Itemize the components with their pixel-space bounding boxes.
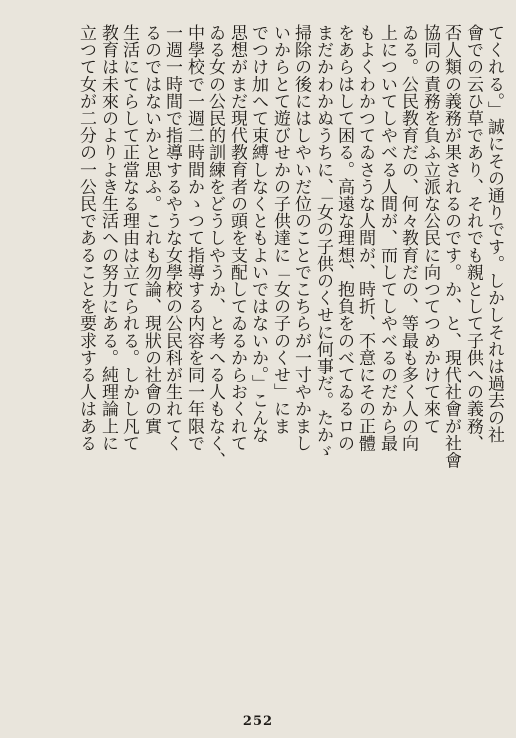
text-column: るのではないかと思ふ。これも勿論、現狀の社會の實 (141, 24, 161, 435)
text-column: 中學校で一週二時間かゝつて指導する内容を同一年限で (184, 24, 204, 452)
text-column: 上についてしやべる人間が、而してしやべるのだから最 (377, 24, 397, 452)
text-column: ゐる。公民教育だの、何々教育だの、等最も多く人の向 (398, 24, 418, 452)
text-column: 掃除の後にはしやいだ位のことでこちらが一寸やかまし (291, 24, 311, 452)
text-column: でつけ加へて束縛しなくともよいではないか。」こんな (248, 24, 268, 443)
text-column: てくれる。」誠にその通りです。しかしそれは過去の社 (484, 24, 504, 443)
text-column: ゐる女の公民的訓練をどうしやうか、と考へる人もなく、 (205, 24, 225, 469)
text-column: 會での云ひ草であり、それでも親として子供への義務、 (463, 24, 483, 452)
text-column: をあらはして困る。高遠な理想、抱負をのべてゐるロの (334, 24, 354, 452)
text-column: いからとて遊びせかの子供達に「女の子のくせ」にま (270, 24, 290, 435)
text-column: もよくわかつてゐさうな人間が、時折、不意にその正體 (355, 24, 375, 452)
text-column: 思想がまだ現代教育者の頭を支配してゐるからおくれて (227, 24, 247, 452)
text-column: まだかわかぬうちに、「女の子供のくせに何事だ。たかゞ (313, 24, 333, 461)
text-column: 協同の責務を負ふ立派な公民に向つてつめかけて來て (420, 24, 440, 435)
text-column: 一週一時間で指導するやうな女學校の公民科が生れてく (162, 24, 182, 452)
text-column: 教育は未來のよりよき生活への努力にある。純理論上に (98, 24, 118, 452)
page-number: 252 (242, 714, 274, 729)
text-column: 立つて女が二分の一公民であることを要求する人はある (76, 24, 96, 452)
text-column: 否人類の義務が果されるのです。か、と、現代社會が社會 (441, 24, 461, 469)
text-column: 生活にてらして正當なる理由は立てられる。しかし凡て (119, 24, 139, 452)
